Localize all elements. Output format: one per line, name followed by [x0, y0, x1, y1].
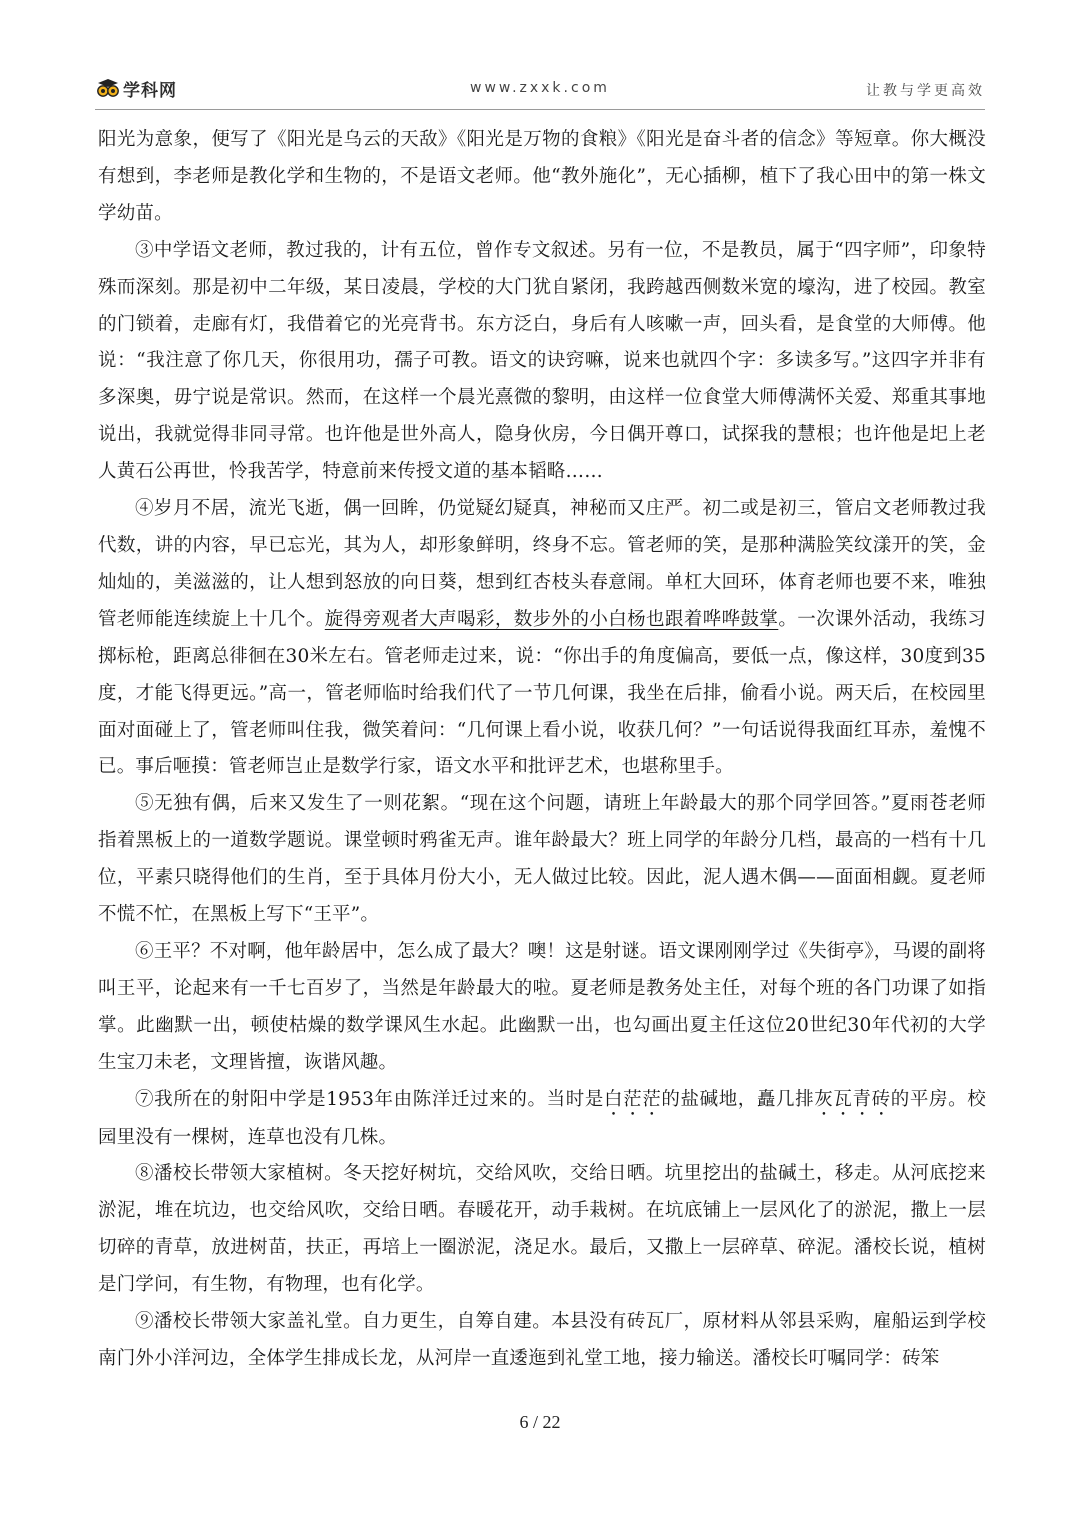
site-logo[interactable]	[95, 76, 177, 101]
article-body	[98, 122, 986, 1378]
paragraph-7-text-middle: 的盐碱地，矗几排	[661, 1088, 815, 1110]
page-header	[95, 76, 985, 104]
logo-text: 学科网	[123, 81, 177, 101]
paragraph-4-text-before: ④岁月不居，流光飞逝，偶一回眸，仍觉疑幻疑真，神秘而又庄严。初二或是初三，管启文老师教过我代数，讲的内容，早已忘光，其为人，却形象鲜明，终身不忘。管老师的笑，是那种满脸笑纹漾开的笑，金灿灿的，美滋滋的，让人想到怒放的向日葵，想到红杏枝头春意闹。单杠大回环，体育老师也要不来，唯独管老师能连续旋上十几个。	[98, 498, 986, 630]
header-divider	[95, 109, 985, 110]
paragraph-8: ⑧潘校长带领大家植树。冬天挖好树坑，交给风吹，交给日晒。坑里挖出的盐碱土，移走。从河底挖来淤泥，堆在坑边，也交给风吹，交给日晒。春暖花开，动手栽树。在坑底铺上一层风化了的淤泥，撒上一层切碎的青草，放进树苗，扶正，再培上一圈淤泥，浇足水。最后，又撒上一层碎草、碎泥。潘校长说，植树是门学问，有生物，有物理，也有化学。	[98, 1163, 986, 1296]
paragraph-continued: 阳光为意象，便写了《阳光是乌云的天敌》《阳光是万物的食粮》《阳光是奋斗者的信念》等短章。你大概没有想到，李老师是教化学和生物的，不是语文老师。他“教外施化”，无心插柳，植下了我心田中的第一株文学幼苗。	[98, 129, 986, 224]
paragraph-7	[98, 1082, 986, 1157]
site-url[interactable]: www.zxxk.com	[470, 80, 610, 96]
paragraph-3: ③中学语文老师，教过我的，计有五位，曾作专文叙述。另有一位，不是教员，属于“四字师”，印象特殊而深刻。那是初中二年级，某日凌晨，学校的大门犹自紧闭，我跨越西侧数米宽的壕沟，进了校园。教室的门锁着，走廊有灯，我借着它的光亮背书。东方泛白，身后有人咳嗽一声，回头看，是食堂的大师傅。他说：“我注意了你几天，你很用功，孺子可教。语文的诀窍嘛，说来也就四个字：多读多写。”这四字并非有多深奥，毋宁说是常识。然而，在这样一个晨光熹微的黎明，由这样一位食堂大师傅满怀关爱、郑重其事地说出，我就觉得非同寻常。也许他是世外高人，隐身伙房，今日偶开尊口，试探我的慧根；也许他是圯上老人黄石公再世，怜我苦学，特意前来传授文道的基本韬略……	[98, 239, 986, 483]
paragraph-7-text-after: 的平房。校园里没有一棵树，连草也没有几株。	[98, 1088, 986, 1148]
paragraph-4-text-after: 。一次课外活动，我练习掷标枪，距离总徘徊在30米左右。管老师走过来，说：“你出手的角度偏高，要低一点，像这样，30度到35度，才能飞得更远。”高一，管老师临时给我们代了一节几何课，我坐在后排，偷看小说。两天后，在校园里面对面碰上了，管老师叫住我，微笑着问：“几何课上看小说，收获几何？”一句话说得我面红耳赤，羞愧不已。事后咂摸：管老师岂止是数学行家，语文水平和批评艺术，也堪称里手。	[98, 608, 987, 778]
page-number: 6 / 22	[519, 1412, 561, 1432]
paragraph-9: ⑨潘校长带领大家盖礼堂。自力更生，自筹自建。本县没有砖瓦厂，原材料从邻县采购，雇船运到学校南门外小洋河边，全体学生排成长龙，从河岸一直逶迤到礼堂工地，接力输送。潘校长叮嘱同学：砖笨	[98, 1311, 986, 1369]
owl-logo-icon	[95, 79, 121, 99]
header-slogan: 让教与学更高效	[866, 83, 985, 99]
paragraph-4	[98, 491, 986, 786]
paragraph-7-text-before: ⑦我所在的射阳中学是1953年由陈洋迁过来的。当时是	[135, 1088, 604, 1110]
paragraph-6: ⑥王平？不对啊，他年龄居中，怎么成了最大？噢！这是射谜。语文课刚刚学过《失街亭》，马谡的副将叫王平，论起来有一千七百岁了，当然是年龄最大的啦。夏老师是教务处主任，对每个班的各门功课了如指掌。此幽默一出，顿使枯燥的数学课风生水起。此幽默一出，也勾画出夏主任这位20世纪30年代初的大学生宝刀未老，文理皆擅，诙谐风趣。	[98, 940, 986, 1073]
paragraph-5: ⑤无独有偶，后来又发生了一则花絮。“现在这个问题，请班上年龄最大的那个同学回答。”夏雨苍老师指着黑板上的一道数学题说。课堂顿时鸦雀无声。谁年龄最大？班上同学的年龄分几档，最高的一档有十几位，平素只晓得他们的生肖，至于具体月份大小，无人做过比较。因此，泥人遇木偶——面面相觑。夏老师不慌不忙，在黑板上写下“王平”。	[98, 793, 986, 926]
underlined-sentence: 旋得旁观者大声喝彩，数步外的小白杨也跟着哗哗鼓掌	[324, 608, 779, 630]
dotted-phrase-white: 白茫茫	[603, 1088, 662, 1110]
dotted-phrase-tiles: 灰瓦青砖	[814, 1088, 891, 1110]
